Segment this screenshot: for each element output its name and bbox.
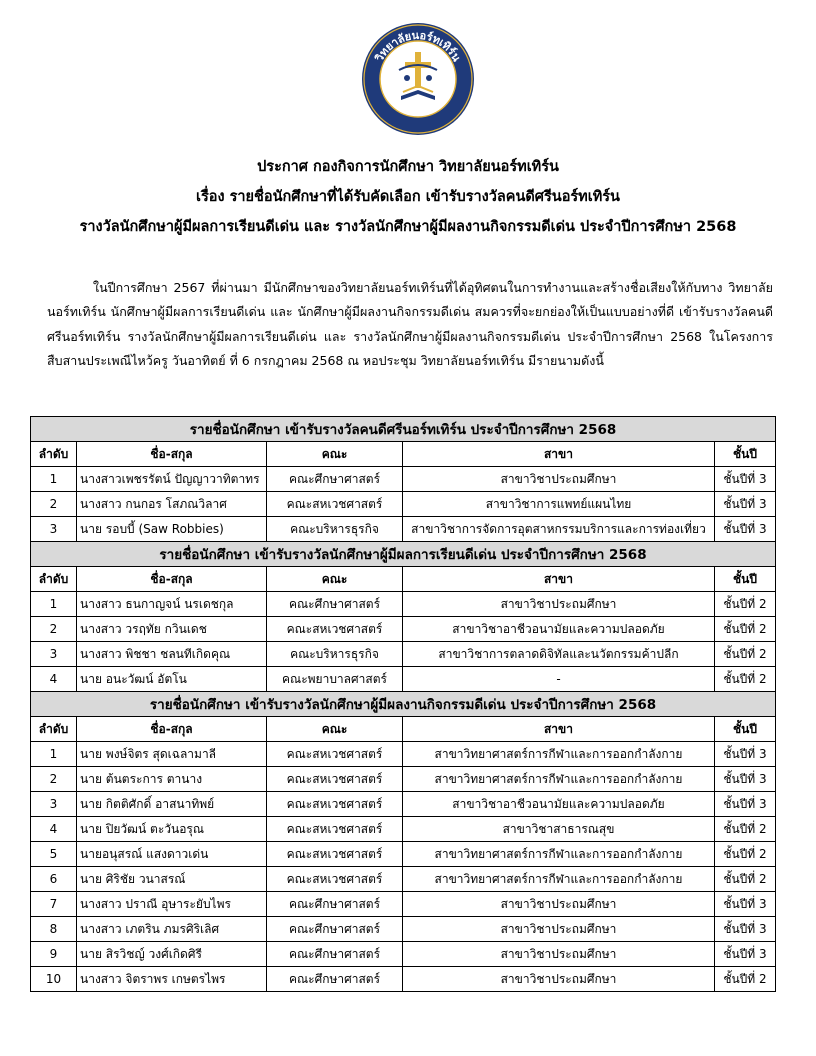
- cell-name: นาย พงษ์จิตร สุดเฉลามาลี: [77, 742, 267, 767]
- cell-year: ชั้นปีที่ 2: [715, 642, 776, 667]
- column-header-no: ลำดับ: [31, 442, 77, 467]
- intro-paragraph: ในปีการศึกษา 2567 ที่ผ่านมา มีนักศึกษาของวิทยาลัยนอร์ทเทิร์นที่ได้อุทิศตนในการทำงานและสร้างชื่อเสียงให้กับทาง วิทยาลัยนอร์ทเทิร์น นักศึกษาผู้มีผลการเรียนดีเด่น และ นักศึกษาผู้มีผลงานกิจกรรมดีเด่น สมควรที่จะยกย่องให้เป็นแบบอย่างที่ดี เข้ารับรางวัลคนดีศรีนอร์ทเทิร์น รางวัลนักศึกษาผู้มีผลการเรียนดีเด่น และ รางวัลนักศึกษาผู้มีผลงานกิจกรรมดีเด่น ประจำปีการศึกษา 2568 ในโครงการสืบสานประเพณีไหว้ครู วันอาทิตย์ ที่ 6 กรกฎาคม 2568 ณ หอประชุม วิทยาลัยนอร์ทเทิร์น มีรายนามดังนี้: [47, 280, 773, 368]
- cell-year: ชั้นปีที่ 3: [715, 467, 776, 492]
- cell-name: นางสาว ปราณี อุษาระยับไพร: [77, 892, 267, 917]
- cell-name: นางสาวเพชรรัตน์ ปัญญาวาทิตาทร: [77, 467, 267, 492]
- logo-text-th: วิทยาลัยนอร์ทเทิร์น: [372, 28, 464, 64]
- cell-name: นางสาว จิตราพร เกษตรไพร: [77, 967, 267, 992]
- title-line-2: เรื่อง รายชื่อนักศึกษาที่ได้รับคัดเลือก เข้ารับรางวัลคนดีศรีนอร์ทเทิร์น: [196, 189, 620, 205]
- cell-faculty: คณะสหเวชศาสตร์: [267, 817, 403, 842]
- cell-no: 6: [31, 867, 77, 892]
- table-row: [31, 592, 776, 617]
- cell-year: ชั้นปีที่ 2: [715, 667, 776, 692]
- cell-no: 1: [31, 467, 77, 492]
- cell-name: นาย ศิริชัย วนาสรณ์: [77, 867, 267, 892]
- cell-no: 4: [31, 817, 77, 842]
- column-header-no: ลำดับ: [31, 567, 77, 592]
- column-header-name: ชื่อ-สกุล: [77, 442, 267, 467]
- cell-major: -: [403, 667, 715, 692]
- table-row: [31, 517, 776, 542]
- title-line-1: ประกาศ กองกิจการนักศึกษา วิทยาลัยนอร์ทเทิร์น: [257, 159, 559, 175]
- cell-no: 9: [31, 942, 77, 967]
- cell-year: ชั้นปีที่ 2: [715, 967, 776, 992]
- cell-no: 4: [31, 667, 77, 692]
- cell-major: สาขาวิทยาศาสตร์การกีฬาและการออกกำลังกาย: [403, 842, 715, 867]
- cell-year: ชั้นปีที่ 3: [715, 517, 776, 542]
- title-line-3: รางวัลนักศึกษาผู้มีผลการเรียนดีเด่น และ รางวัลนักศึกษาผู้มีผลงานกิจกรรมดีเด่น ประจำปีการศึกษา 2568: [79, 219, 737, 235]
- award-table: [30, 416, 776, 992]
- cell-major: สาขาวิชาประถมศึกษา: [403, 917, 715, 942]
- cell-major: สาขาวิชาอาชีวอนามัยและความปลอดภัย: [403, 617, 715, 642]
- cell-major: สาขาวิชาอาชีวอนามัยและความปลอดภัย: [403, 792, 715, 817]
- cell-name: นาย อนะวัฒน์ อัตโน: [77, 667, 267, 692]
- cell-year: ชั้นปีที่ 3: [715, 767, 776, 792]
- cell-major: สาขาวิทยาศาสตร์การกีฬาและการออกกำลังกาย: [403, 742, 715, 767]
- cell-year: ชั้นปีที่ 3: [715, 917, 776, 942]
- cell-no: 10: [31, 967, 77, 992]
- cell-major: สาขาวิทยาศาสตร์การกีฬาและการออกกำลังกาย: [403, 767, 715, 792]
- cell-major: สาขาวิชาการจัดการอุตสาหกรรมบริการและการท่องเที่ยว: [403, 517, 715, 542]
- cell-year: ชั้นปีที่ 2: [715, 592, 776, 617]
- cell-no: 3: [31, 792, 77, 817]
- cell-year: ชั้นปีที่ 2: [715, 867, 776, 892]
- column-header-faculty: คณะ: [267, 442, 403, 467]
- cell-faculty: คณะสหเวชศาสตร์: [267, 617, 403, 642]
- cell-faculty: คณะบริหารธุรกิจ: [267, 642, 403, 667]
- table-row: [31, 492, 776, 517]
- table-row: [31, 642, 776, 667]
- table-row: [31, 817, 776, 842]
- column-header-row: [31, 717, 776, 742]
- cell-faculty: คณะศึกษาศาสตร์: [267, 467, 403, 492]
- cell-name: นางสาว พิชชา ชลนทีเกิดคุณ: [77, 642, 267, 667]
- cell-no: 8: [31, 917, 77, 942]
- column-header-major: สาขา: [403, 442, 715, 467]
- table-row: [31, 967, 776, 992]
- cell-no: 2: [31, 767, 77, 792]
- table-row: [31, 767, 776, 792]
- cell-no: 2: [31, 492, 77, 517]
- table-row: [31, 917, 776, 942]
- cell-no: 7: [31, 892, 77, 917]
- cell-year: ชั้นปีที่ 2: [715, 817, 776, 842]
- table-row: [31, 742, 776, 767]
- cell-faculty: คณะสหเวชศาสตร์: [267, 492, 403, 517]
- column-header-faculty: คณะ: [267, 567, 403, 592]
- cell-no: 2: [31, 617, 77, 642]
- college-logo: [361, 22, 475, 136]
- cell-no: 3: [31, 642, 77, 667]
- cell-year: ชั้นปีที่ 3: [715, 742, 776, 767]
- cell-faculty: คณะศึกษาศาสตร์: [267, 917, 403, 942]
- table-row: [31, 792, 776, 817]
- announcement-title: [0, 152, 816, 242]
- cell-year: ชั้นปีที่ 3: [715, 942, 776, 967]
- column-header-no: ลำดับ: [31, 717, 77, 742]
- cell-major: สาขาวิชาสาธารณสุข: [403, 817, 715, 842]
- cell-no: 1: [31, 592, 77, 617]
- cell-major: สาขาวิชาประถมศึกษา: [403, 967, 715, 992]
- cell-name: นาย สิรวิชญ์ วงศ์เกิดศิรี: [77, 942, 267, 967]
- column-header-year: ชั้นปี: [715, 442, 776, 467]
- cell-year: ชั้นปีที่ 3: [715, 892, 776, 917]
- table-row: [31, 942, 776, 967]
- section-header: [31, 417, 776, 442]
- column-header-row: [31, 442, 776, 467]
- section-header: [31, 692, 776, 717]
- column-header-row: [31, 567, 776, 592]
- table-row: [31, 667, 776, 692]
- cell-name: นาย ต้นตระการ ตานาง: [77, 767, 267, 792]
- section-title: รายชื่อนักศึกษา เข้ารับรางวัลนักศึกษาผู้มีผลการเรียนดีเด่น ประจำปีการศึกษา 2568: [31, 542, 776, 567]
- cell-year: ชั้นปีที่ 2: [715, 617, 776, 642]
- table-row: [31, 892, 776, 917]
- cell-name: นาย กิตติศักดิ์ อาสนาทิพย์: [77, 792, 267, 817]
- cell-faculty: คณะศึกษาศาสตร์: [267, 892, 403, 917]
- column-header-name: ชื่อ-สกุล: [77, 567, 267, 592]
- cell-faculty: คณะบริหารธุรกิจ: [267, 517, 403, 542]
- cell-faculty: คณะศึกษาศาสตร์: [267, 592, 403, 617]
- cell-faculty: คณะสหเวชศาสตร์: [267, 792, 403, 817]
- cell-major: สาขาวิชาประถมศึกษา: [403, 942, 715, 967]
- column-header-faculty: คณะ: [267, 717, 403, 742]
- column-header-year: ชั้นปี: [715, 717, 776, 742]
- column-header-name: ชื่อ-สกุล: [77, 717, 267, 742]
- cell-no: 3: [31, 517, 77, 542]
- cell-name: นางสาว ธนกาญจน์ นรเดชกุล: [77, 592, 267, 617]
- cell-major: สาขาวิชาประถมศึกษา: [403, 467, 715, 492]
- cell-major: สาขาวิชาประถมศึกษา: [403, 892, 715, 917]
- cell-year: ชั้นปีที่ 3: [715, 492, 776, 517]
- logo-text-en: NORTHERN COLLEGE: [388, 98, 448, 118]
- column-header-year: ชั้นปี: [715, 567, 776, 592]
- cell-name: นาย ปิยวัฒน์ ตะวันอรุณ: [77, 817, 267, 842]
- cell-name: นายอนุสรณ์ แสงดาวเด่น: [77, 842, 267, 867]
- section-title: รายชื่อนักศึกษา เข้ารับรางวัลคนดีศรีนอร์ทเทิร์น ประจำปีการศึกษา 2568: [31, 417, 776, 442]
- cell-faculty: คณะสหเวชศาสตร์: [267, 842, 403, 867]
- cell-no: 5: [31, 842, 77, 867]
- table-row: [31, 617, 776, 642]
- cell-no: 1: [31, 742, 77, 767]
- cell-major: สาขาวิชาประถมศึกษา: [403, 592, 715, 617]
- cell-major: สาขาวิชาการตลาดดิจิทัลและนวัตกรรมค้าปลีก: [403, 642, 715, 667]
- section-title: รายชื่อนักศึกษา เข้ารับรางวัลนักศึกษาผู้มีผลงานกิจกรรมดีเด่น ประจำปีการศึกษา 2568: [31, 692, 776, 717]
- section-header: [31, 542, 776, 567]
- cell-major: สาขาวิทยาศาสตร์การกีฬาและการออกกำลังกาย: [403, 867, 715, 892]
- cell-name: นางสาว กนกอร โสภณวิลาศ: [77, 492, 267, 517]
- column-header-major: สาขา: [403, 567, 715, 592]
- cell-name: นาย รอบบี้ (Saw Robbies): [77, 517, 267, 542]
- cell-faculty: คณะสหเวชศาสตร์: [267, 742, 403, 767]
- cell-name: นางสาว วรฤทัย กวินเดช: [77, 617, 267, 642]
- cell-faculty: คณะศึกษาศาสตร์: [267, 942, 403, 967]
- cell-faculty: คณะสหเวชศาสตร์: [267, 867, 403, 892]
- cell-faculty: คณะพยาบาลศาสตร์: [267, 667, 403, 692]
- cell-name: นางสาว เภตริน ภมรศิริเลิศ: [77, 917, 267, 942]
- cell-faculty: คณะศึกษาศาสตร์: [267, 967, 403, 992]
- cell-major: สาขาวิชาการแพทย์แผนไทย: [403, 492, 715, 517]
- cell-year: ชั้นปีที่ 3: [715, 792, 776, 817]
- column-header-major: สาขา: [403, 717, 715, 742]
- table-row: [31, 467, 776, 492]
- table-row: [31, 867, 776, 892]
- table-row: [31, 842, 776, 867]
- cell-faculty: คณะสหเวชศาสตร์: [267, 767, 403, 792]
- cell-year: ชั้นปีที่ 2: [715, 842, 776, 867]
